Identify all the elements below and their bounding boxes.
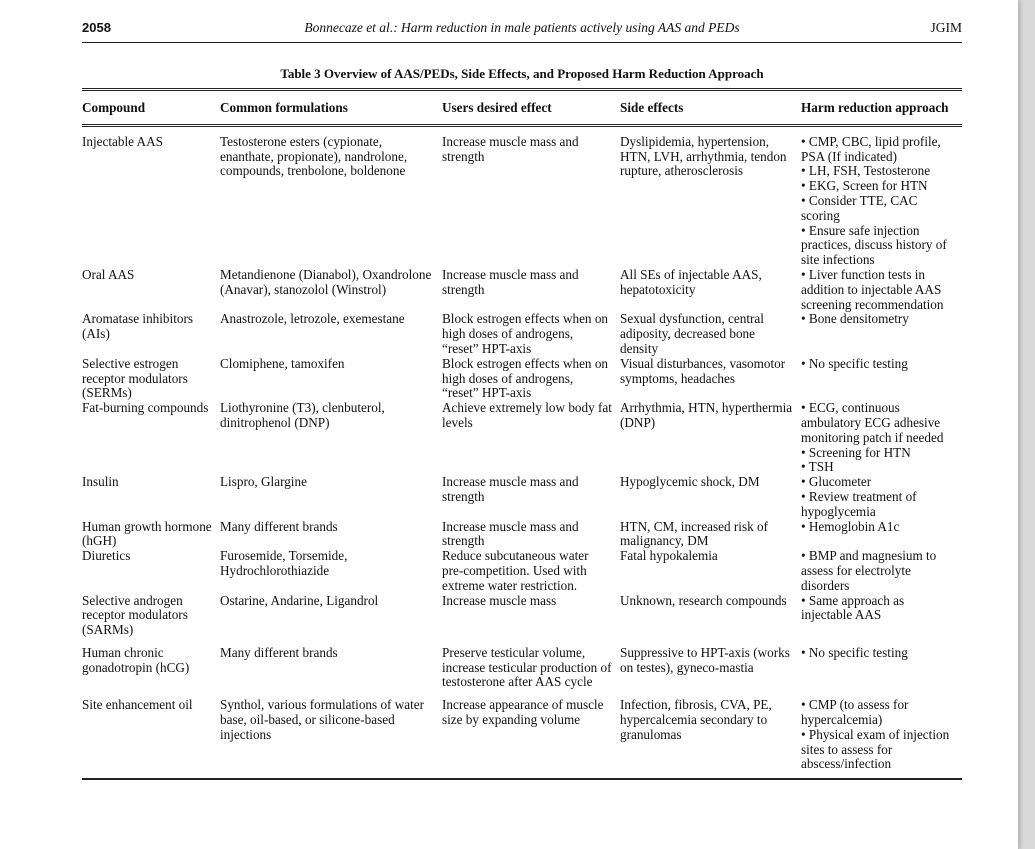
running-header <box>82 20 962 40</box>
harm-reduction-item: • Liver function tests in addition to injectable AAS screening recommendation <box>801 266 944 312</box>
cell-harm-reduction <box>801 401 962 475</box>
harm-reduction-item: • BMP and magnesium to assess for electrolyte disorders <box>801 548 937 593</box>
table-row <box>82 520 962 550</box>
cell-compound: Selective androgen receptor modulators (SARMs) <box>82 592 188 638</box>
table-row <box>82 268 962 312</box>
harm-reduction-item: • CMP (to assess for hypercalcemia) <box>801 697 909 728</box>
harm-reduction-item: • Ensure safe injection practices, discuss history of site infections <box>801 222 947 268</box>
cell-side-effects: Visual disturbances, vasomotor symptoms, headaches <box>620 355 786 386</box>
harm-reduction-item: • TSH <box>801 459 834 475</box>
cell-desired-effect: Increase muscle mass and strength <box>442 266 579 297</box>
cell-compound: Aromatase inhibitors (AIs) <box>82 311 193 342</box>
harm-reduction-item: • Consider TTE, CAC scoring <box>801 192 918 223</box>
table-row <box>82 638 962 690</box>
cell-formulations: Metandienone (Dianabol), Oxandrolone (Anavar), stanozolol (Winstrol) <box>220 266 432 297</box>
table-caption: Table 3 Overview of AAS/PEDs, Side Effects, and Proposed Harm Reduction Approach <box>280 66 764 81</box>
cell-side-effects: Dyslipidemia, hypertension, HTN, LVH, arrhythmia, tendon rupture, atherosclerosis <box>620 133 787 179</box>
table-row <box>82 594 962 638</box>
table-row <box>82 475 962 519</box>
cell-compound: Diuretics <box>82 548 131 564</box>
cell-desired-effect: Block estrogen effects when on high doses of androgens, “reset” HPT-axis <box>442 355 609 401</box>
running-title: Bonnecaze et al.: Harm reduction in male patients actively using AAS and PEDs <box>304 20 740 35</box>
table-row <box>82 401 962 475</box>
cell-desired-effect: Increase muscle mass and strength <box>442 133 579 164</box>
table-row <box>82 690 962 779</box>
cell-formulations: Clomiphene, tamoxifen <box>220 355 345 371</box>
harm-reduction-item: • Bone densitometry <box>801 311 909 327</box>
cell-formulations: Many different brands <box>220 644 338 660</box>
cell-side-effects: All SEs of injectable AAS, hepatotoxicity <box>620 266 762 297</box>
cell-harm-reduction <box>801 549 962 593</box>
cell-side-effects: Hypoglycemic shock, DM <box>620 474 760 490</box>
cell-compound: Human chronic gonadotropin (hCG) <box>82 644 190 675</box>
cell-harm-reduction <box>801 520 962 550</box>
cell-formulations: Furosemide, Torsemide, Hydrochlorothiazide <box>220 548 348 578</box>
cell-harm-reduction <box>801 312 962 356</box>
cell-side-effects: HTN, CM, increased risk of malignancy, DM <box>620 518 768 549</box>
cell-desired-effect: Reduce subcutaneous water pre-competition. Used with extreme water restriction. <box>442 548 589 593</box>
cell-formulations: Synthol, various formulations of water base, oil-based, or silicone-based injections <box>220 697 425 742</box>
cell-compound: Insulin <box>82 474 119 490</box>
cell-harm-reduction <box>801 125 962 268</box>
harm-reduction-item: • Physical exam of injection sites to assess for abscess/infection <box>801 726 950 772</box>
table-row <box>82 312 962 356</box>
cell-compound: Human growth hormone (hGH) <box>82 518 212 549</box>
journal-name: JGIM <box>930 20 962 35</box>
cell-desired-effect: Increase appearance of muscle size by expanding volume <box>442 697 604 728</box>
cell-desired-effect: Increase muscle mass and strength <box>442 518 579 549</box>
harm-reduction-item: • Hemoglobin A1c <box>801 518 900 534</box>
cell-desired-effect: Achieve extremely low body fat levels <box>442 400 612 430</box>
cell-side-effects: Fatal hypokalemia <box>620 548 718 564</box>
cell-formulations: Ostarine, Andarine, Ligandrol <box>220 592 379 608</box>
harm-reduction-item: • LH, FSH, Testosterone <box>801 163 931 179</box>
harm-reduction-item: • CMP, CBC, lipid profile, PSA (If indicated) <box>801 133 941 164</box>
cell-compound: Selective estrogen receptor modulators (SERMs) <box>82 355 188 401</box>
cell-side-effects: Sexual dysfunction, central adiposity, decreased bone density <box>620 311 764 356</box>
cell-desired-effect: Block estrogen effects when on high doses of androgens, “reset” HPT-axis <box>442 311 609 356</box>
harm-reduction-item: • Review treatment of hypoglycemia <box>801 488 917 519</box>
table-row <box>82 549 962 593</box>
cell-side-effects: Unknown, research compounds <box>620 592 787 608</box>
cell-side-effects: Infection, fibrosis, CVA, PE, hypercalcemia secondary to granulomas <box>620 697 772 742</box>
cell-formulations: Many different brands <box>220 518 338 534</box>
cell-compound: Oral AAS <box>82 266 135 282</box>
column-header-compound: Compound <box>82 100 146 115</box>
cell-harm-reduction <box>801 268 962 312</box>
column-header-harm-reduction: Harm reduction approach <box>801 100 949 115</box>
harm-reduction-item: • Glucometer <box>801 474 872 490</box>
harm-reduction-item: • Screening for HTN <box>801 444 911 460</box>
cell-compound: Injectable AAS <box>82 133 163 149</box>
cell-formulations: Anastrozole, letrozole, exemestane <box>220 311 405 327</box>
harm-reduction-item: • EKG, Screen for HTN <box>801 178 928 194</box>
cell-harm-reduction <box>801 638 962 690</box>
harm-reduction-item: • No specific testing <box>801 644 908 660</box>
cell-harm-reduction <box>801 594 962 638</box>
table-header-row <box>82 90 962 126</box>
cell-side-effects: Arrhythmia, HTN, hyperthermia (DNP) <box>620 400 793 430</box>
column-header-desired-effect: Users desired effect <box>442 100 552 115</box>
table-row <box>82 357 962 401</box>
column-header-side-effects: Side effects <box>620 100 684 115</box>
column-header-formulations: Common formulations <box>220 100 348 115</box>
harm-reduction-item: • ECG, continuous ambulatory ECG adhesive monitoring patch if needed <box>801 400 944 445</box>
overview-table <box>82 88 962 780</box>
cell-side-effects: Suppressive to HPT-axis (works on testes), gyneco-mastia <box>620 644 790 675</box>
cell-harm-reduction <box>801 475 962 519</box>
cell-harm-reduction <box>801 690 962 779</box>
cell-compound: Fat-burning compounds <box>82 400 209 416</box>
header-rule <box>82 42 962 43</box>
table-row <box>82 125 962 268</box>
cell-formulations: Lispro, Glargine <box>220 474 307 490</box>
cell-desired-effect: Increase muscle mass <box>442 592 557 608</box>
cell-compound: Site enhancement oil <box>82 697 193 713</box>
harm-reduction-item: • No specific testing <box>801 355 908 371</box>
cell-desired-effect: Preserve testicular volume, increase testicular production of testosterone after AAS cycle <box>442 644 612 690</box>
cell-harm-reduction <box>801 357 962 401</box>
cell-desired-effect: Increase muscle mass and strength <box>442 474 579 504</box>
cell-formulations: Testosterone esters (cypionate, enanthate, propionate), nandrolone, compounds, trenbolone, boldenone <box>220 133 408 179</box>
page-number: 2058 <box>82 20 111 35</box>
cell-formulations: Liothyronine (T3), clenbuterol, dinitrophenol (DNP) <box>220 400 385 430</box>
harm-reduction-item: • Same approach as injectable AAS <box>801 592 905 623</box>
